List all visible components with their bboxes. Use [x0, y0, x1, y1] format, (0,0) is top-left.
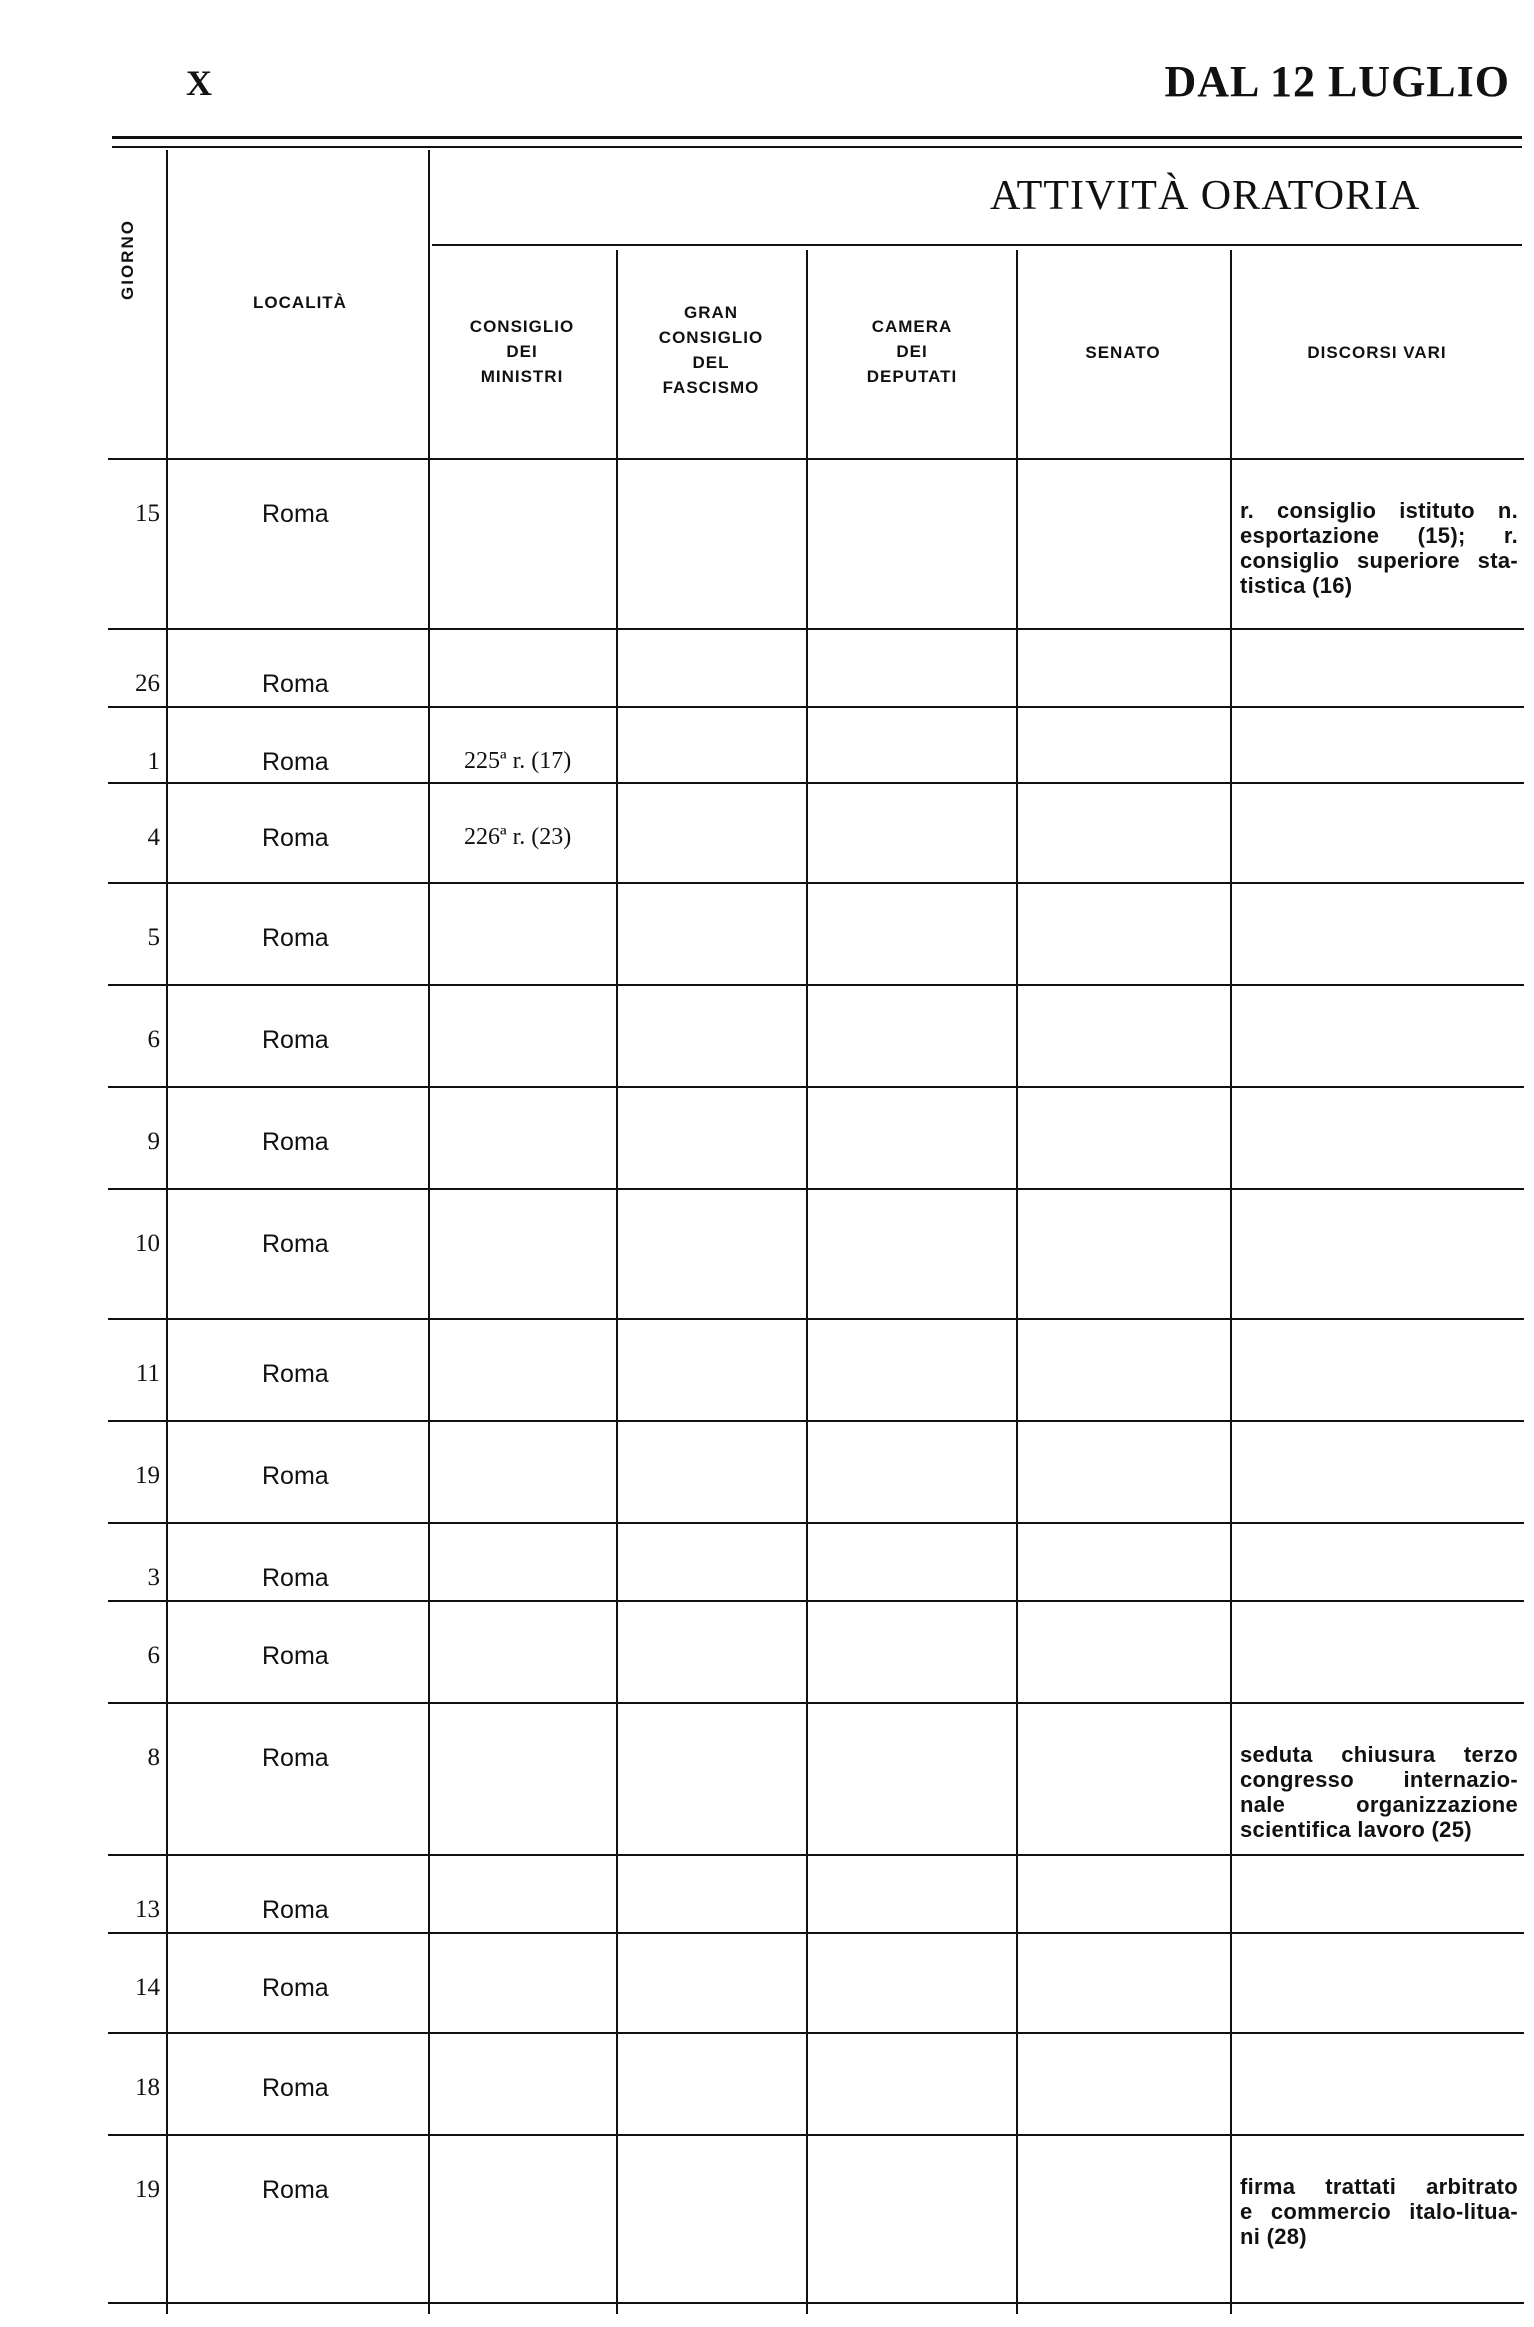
day-cell: 15 — [135, 500, 160, 527]
place-cell: Roma — [262, 1896, 329, 1924]
column-rule — [806, 250, 808, 2314]
place-cell: Roma — [262, 1564, 329, 1592]
column-header-discorsi: DISCORSI VARI — [1307, 343, 1447, 362]
place-cell: Roma — [262, 824, 329, 852]
row-rule — [108, 1420, 1524, 1422]
column-rule — [1016, 250, 1018, 2314]
day-cell: 4 — [147, 824, 160, 851]
day-cell: 13 — [135, 1896, 160, 1923]
row-rule — [108, 882, 1524, 884]
consiglio-ministri-cell: 226ª r. (23) — [464, 824, 572, 850]
row-rule — [108, 984, 1524, 986]
section-title: ATTIVITÀ ORATORIA — [990, 173, 1421, 219]
row-rule — [108, 628, 1524, 630]
row-rule — [108, 2134, 1524, 2136]
place-cell: Roma — [262, 748, 329, 776]
header-bottom-rule — [108, 458, 1524, 460]
place-cell: Roma — [262, 1360, 329, 1388]
column-header-camera: CAMERA DEI DEPUTATI — [866, 317, 958, 386]
place-cell: Roma — [262, 1974, 329, 2002]
row-rule — [108, 1522, 1524, 1524]
row-rule — [108, 1932, 1524, 1934]
day-cell: 19 — [135, 1462, 160, 1489]
day-cell: 10 — [135, 1230, 160, 1257]
row-rule — [108, 2302, 1524, 2304]
day-cell: 1 — [147, 748, 160, 775]
place-cell: Roma — [262, 2176, 329, 2204]
place-cell: Roma — [262, 1744, 329, 1772]
day-cell: 3 — [147, 1564, 160, 1591]
place-cell: Roma — [262, 1026, 329, 1054]
discorsi-cell — [1240, 498, 1518, 598]
place-cell: Roma — [262, 1128, 329, 1156]
discorsi-line: tistica (16) — [1240, 573, 1353, 598]
day-cell: 6 — [147, 1026, 160, 1053]
day-cell: 11 — [135, 1360, 160, 1387]
row-rule — [108, 1600, 1524, 1602]
discorsi-line: r. consiglio istituto n. — [1240, 498, 1518, 523]
place-cell: Roma — [262, 1642, 329, 1670]
row-rule — [108, 1854, 1524, 1856]
place-cell: Roma — [262, 500, 329, 528]
column-header-senato: SENATO — [1085, 343, 1161, 362]
column-rule — [166, 150, 168, 2314]
header-rule-top — [112, 136, 1522, 139]
place-cell: Roma — [262, 2074, 329, 2102]
header-rule-bottom — [112, 146, 1522, 148]
place-cell: Roma — [262, 924, 329, 952]
column-header-localita: LOCALITÀ — [253, 293, 347, 312]
column-header-gran-consiglio: GRAN CONSIGLIO DEL FASCISMO — [658, 303, 764, 397]
column-header-consiglio-ministri: CONSIGLIO DEI MINISTRI — [469, 317, 575, 386]
day-cell: 8 — [147, 1744, 160, 1771]
discorsi-line: nale organizzazione — [1240, 1792, 1518, 1817]
row-rule — [108, 2032, 1524, 2034]
row-rule — [108, 1188, 1524, 1190]
column-rule — [616, 250, 618, 2314]
discorsi-line: congresso internazio- — [1240, 1767, 1518, 1792]
column-rule — [428, 150, 430, 2314]
place-cell: Roma — [262, 670, 329, 698]
row-rule — [108, 1318, 1524, 1320]
page-number: X — [186, 63, 212, 103]
place-cell: Roma — [262, 1462, 329, 1490]
row-rule — [108, 1702, 1524, 1704]
day-cell: 19 — [135, 2176, 160, 2203]
consiglio-ministri-cell: 225ª r. (17) — [464, 748, 572, 774]
running-head: DAL 12 LUGLIO — [1164, 57, 1510, 106]
row-rule — [108, 706, 1524, 708]
discorsi-line: consiglio superiore sta- — [1240, 548, 1518, 573]
column-rule — [1230, 250, 1232, 2314]
discorsi-line: ni (28) — [1240, 2224, 1307, 2249]
day-cell: 26 — [135, 670, 160, 697]
section-title-rule — [432, 244, 1522, 246]
place-cell: Roma — [262, 1230, 329, 1258]
discorsi-line: esportazione (15); r. — [1240, 523, 1518, 548]
day-cell: 6 — [147, 1642, 160, 1669]
discorsi-line: firma trattati arbitrato — [1240, 2174, 1518, 2199]
discorsi-cell — [1240, 2174, 1518, 2249]
column-header-giorno: GIORNO — [118, 219, 137, 300]
discorsi-line: seduta chiusura terzo — [1240, 1742, 1518, 1767]
row-rule — [108, 782, 1524, 784]
day-cell: 14 — [135, 1974, 160, 2001]
discorsi-line: e commercio italo-litua- — [1240, 2199, 1518, 2224]
day-cell: 5 — [147, 924, 160, 951]
discorsi-line: scientifica lavoro (25) — [1240, 1817, 1472, 1842]
day-cell: 9 — [147, 1128, 160, 1155]
row-rule — [108, 1086, 1524, 1088]
discorsi-cell — [1240, 1742, 1518, 1842]
day-cell: 18 — [135, 2074, 160, 2101]
